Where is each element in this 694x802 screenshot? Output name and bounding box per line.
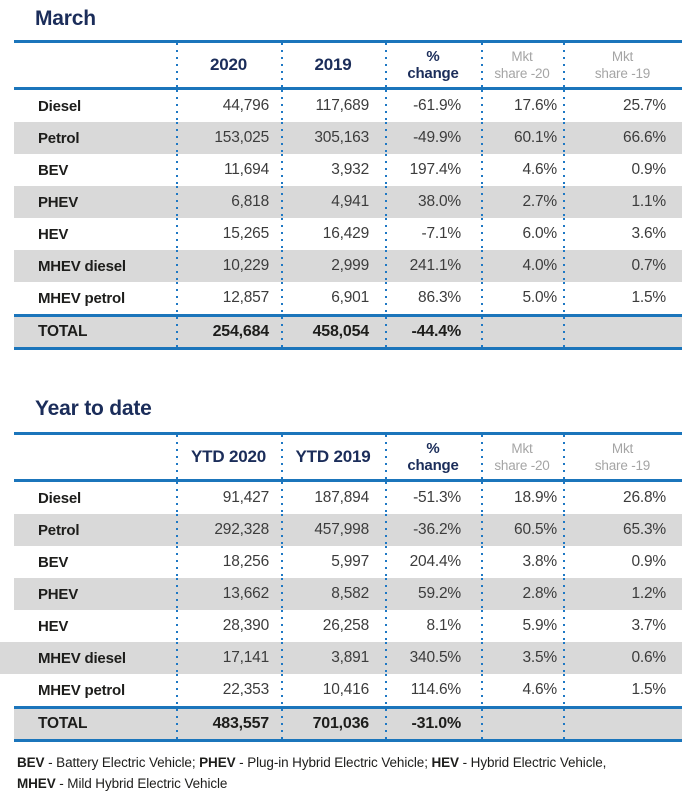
value-mkt-share-20: 2.7% [481, 186, 563, 218]
abbreviations-footnote [17, 752, 681, 794]
column-header-empty [14, 434, 176, 481]
row-label: Petrol [38, 521, 80, 539]
column-header-ytd-2019: YTD 2019 [281, 434, 385, 481]
phev-definition: - Plug-in Hybrid Electric Vehicle; [235, 755, 432, 770]
mkt-share-19-line2: share -19 [594, 458, 651, 473]
value-mkt-share-19: 3.7% [563, 610, 682, 642]
value-mkt-share-19: 65.3% [563, 514, 682, 546]
value-mkt-share-20: 3.5% [481, 642, 563, 674]
row-label: TOTAL [38, 323, 88, 340]
table-row-mhev-diesel [14, 642, 682, 674]
value-2020: 292,328 [176, 514, 281, 546]
value-mkt-share-20: 60.1% [481, 122, 563, 154]
value-2019: 3,932 [281, 154, 385, 186]
mhev-definition: - Mild Hybrid Electric Vehicle [55, 776, 228, 791]
value-2019: 458,054 [281, 316, 385, 349]
column-header-pct-change [385, 434, 481, 481]
value-mkt-share-20 [481, 708, 563, 741]
value-2020: 11,694 [176, 154, 281, 186]
row-label: Petrol [38, 129, 80, 147]
value-2019: 117,689 [281, 89, 385, 123]
value-pct-change: 241.1% [385, 250, 481, 282]
hev-definition: - Hybrid Electric Vehicle, [458, 755, 607, 770]
table-row-hev [14, 610, 682, 642]
column-header-mkt-share-19 [563, 42, 682, 89]
year-to-date-table [14, 432, 682, 742]
column-header-mkt-share-19 [563, 434, 682, 481]
row-label: PHEV [38, 193, 79, 211]
value-pct-change: 8.1% [385, 610, 481, 642]
table-row-mhev-petrol [14, 282, 682, 316]
value-mkt-share-19 [563, 708, 682, 741]
value-2019: 5,997 [281, 546, 385, 578]
ytd-section-title: Year to date [35, 397, 152, 420]
value-pct-change: -7.1% [385, 218, 481, 250]
march-table [14, 40, 682, 350]
table-row-mhev-petrol [14, 674, 682, 708]
row-label: PHEV [38, 585, 79, 603]
row-label: MHEV petrol [38, 681, 125, 699]
phev-abbr: PHEV [199, 755, 236, 770]
mkt-share-20-line2: share -20 [494, 66, 550, 81]
value-2019: 6,901 [281, 282, 385, 316]
value-2019: 701,036 [281, 708, 385, 741]
value-2019: 26,258 [281, 610, 385, 642]
mkt-share-19-line1: Mkt [611, 49, 634, 64]
table-row-bev [14, 154, 682, 186]
table-row-petrol [14, 122, 682, 154]
mkt-share-20-line1: Mkt [511, 441, 533, 456]
value-2020: 13,662 [176, 578, 281, 610]
value-2020: 6,818 [176, 186, 281, 218]
table-row-diesel [14, 481, 682, 515]
value-2020: 483,557 [176, 708, 281, 741]
value-pct-change: 59.2% [385, 578, 481, 610]
value-pct-change: 38.0% [385, 186, 481, 218]
value-2019: 305,163 [281, 122, 385, 154]
row-label: Diesel [38, 97, 81, 115]
value-pct-change: -36.2% [385, 514, 481, 546]
pct-change-line1: % [426, 48, 440, 65]
mkt-share-19-line2: share -19 [594, 66, 651, 81]
bev-definition: - Battery Electric Vehicle; [44, 755, 200, 770]
pct-change-line2: change [407, 65, 459, 82]
value-2019: 10,416 [281, 674, 385, 708]
value-mkt-share-19: 0.9% [563, 154, 682, 186]
value-2020: 10,229 [176, 250, 281, 282]
table-row-phev [14, 578, 682, 610]
value-2019: 457,998 [281, 514, 385, 546]
pct-change-line2: change [407, 457, 459, 474]
column-header-mkt-share-20 [481, 434, 563, 481]
value-2019: 187,894 [281, 481, 385, 515]
value-mkt-share-19: 25.7% [563, 89, 682, 123]
value-2019: 2,999 [281, 250, 385, 282]
value-2020: 15,265 [176, 218, 281, 250]
value-2020: 18,256 [176, 546, 281, 578]
column-header-pct-change [385, 42, 481, 89]
value-pct-change: -61.9% [385, 89, 481, 123]
value-2020: 22,353 [176, 674, 281, 708]
mkt-share-20-line1: Mkt [511, 49, 533, 64]
value-2020: 12,857 [176, 282, 281, 316]
value-2020: 254,684 [176, 316, 281, 349]
column-header-mkt-share-20 [481, 42, 563, 89]
value-mkt-share-20: 4.6% [481, 674, 563, 708]
row-label: HEV [38, 617, 69, 635]
row-label: MHEV diesel [14, 642, 176, 674]
value-pct-change: -44.4% [385, 316, 481, 349]
value-mkt-share-20: 17.6% [481, 89, 563, 123]
value-mkt-share-19 [563, 316, 682, 349]
value-mkt-share-19: 1.5% [563, 674, 682, 708]
row-label: BEV [38, 161, 69, 179]
value-2019: 8,582 [281, 578, 385, 610]
table-row-mhev-diesel [14, 250, 682, 282]
value-pct-change: 340.5% [385, 642, 481, 674]
table-row-hev [14, 218, 682, 250]
value-2019: 3,891 [281, 642, 385, 674]
value-mkt-share-19: 26.8% [563, 481, 682, 515]
value-pct-change: -31.0% [385, 708, 481, 741]
value-mkt-share-20 [481, 316, 563, 349]
value-2020: 91,427 [176, 481, 281, 515]
column-header-empty [14, 42, 176, 89]
value-mkt-share-20: 4.0% [481, 250, 563, 282]
row-label: BEV [38, 553, 69, 571]
table-row-phev [14, 186, 682, 218]
value-2020: 28,390 [176, 610, 281, 642]
header-row [14, 42, 682, 89]
value-pct-change: 204.4% [385, 546, 481, 578]
value-2019: 16,429 [281, 218, 385, 250]
mkt-share-19-line1: Mkt [611, 441, 634, 456]
total-row [14, 316, 682, 349]
value-2020: 17,141 [176, 642, 281, 674]
pct-change-line1: % [426, 440, 440, 457]
row-label: MHEV diesel [38, 257, 126, 275]
row-label: TOTAL [38, 715, 88, 732]
table-row-petrol [14, 514, 682, 546]
value-mkt-share-20: 3.8% [481, 546, 563, 578]
value-mkt-share-19: 1.5% [563, 282, 682, 316]
value-mkt-share-19: 3.6% [563, 218, 682, 250]
value-2020: 44,796 [176, 89, 281, 123]
value-pct-change: 197.4% [385, 154, 481, 186]
value-2019: 4,941 [281, 186, 385, 218]
value-mkt-share-19: 66.6% [563, 122, 682, 154]
value-2020: 153,025 [176, 122, 281, 154]
column-header-2020: 2020 [176, 42, 281, 89]
table-row-diesel [14, 89, 682, 123]
value-mkt-share-20: 6.0% [481, 218, 563, 250]
column-header-ytd-2020: YTD 2020 [176, 434, 281, 481]
value-mkt-share-20: 60.5% [481, 514, 563, 546]
row-label: Diesel [38, 489, 81, 507]
value-mkt-share-19: 0.6% [563, 642, 682, 674]
value-pct-change: 86.3% [385, 282, 481, 316]
footnote-line-2 [17, 773, 681, 794]
value-pct-change: -51.3% [385, 481, 481, 515]
footnote-line-1 [17, 752, 681, 773]
value-pct-change: -49.9% [385, 122, 481, 154]
value-mkt-share-20: 18.9% [481, 481, 563, 515]
column-header-2019: 2019 [281, 42, 385, 89]
value-mkt-share-20: 5.0% [481, 282, 563, 316]
row-label: MHEV petrol [38, 289, 125, 307]
value-mkt-share-19: 1.2% [563, 578, 682, 610]
value-mkt-share-20: 2.8% [481, 578, 563, 610]
march-section-title: March [35, 7, 96, 30]
value-mkt-share-19: 0.7% [563, 250, 682, 282]
value-pct-change: 114.6% [385, 674, 481, 708]
mkt-share-20-line2: share -20 [494, 458, 550, 473]
table-row-bev [14, 546, 682, 578]
bev-abbr: BEV [17, 755, 45, 770]
hev-abbr: HEV [431, 755, 459, 770]
value-mkt-share-20: 5.9% [481, 610, 563, 642]
value-mkt-share-19: 1.1% [563, 186, 682, 218]
mhev-abbr: MHEV [17, 776, 56, 791]
row-label: HEV [38, 225, 69, 243]
value-mkt-share-20: 4.6% [481, 154, 563, 186]
total-row [14, 708, 682, 741]
header-row [14, 434, 682, 481]
value-mkt-share-19: 0.9% [563, 546, 682, 578]
